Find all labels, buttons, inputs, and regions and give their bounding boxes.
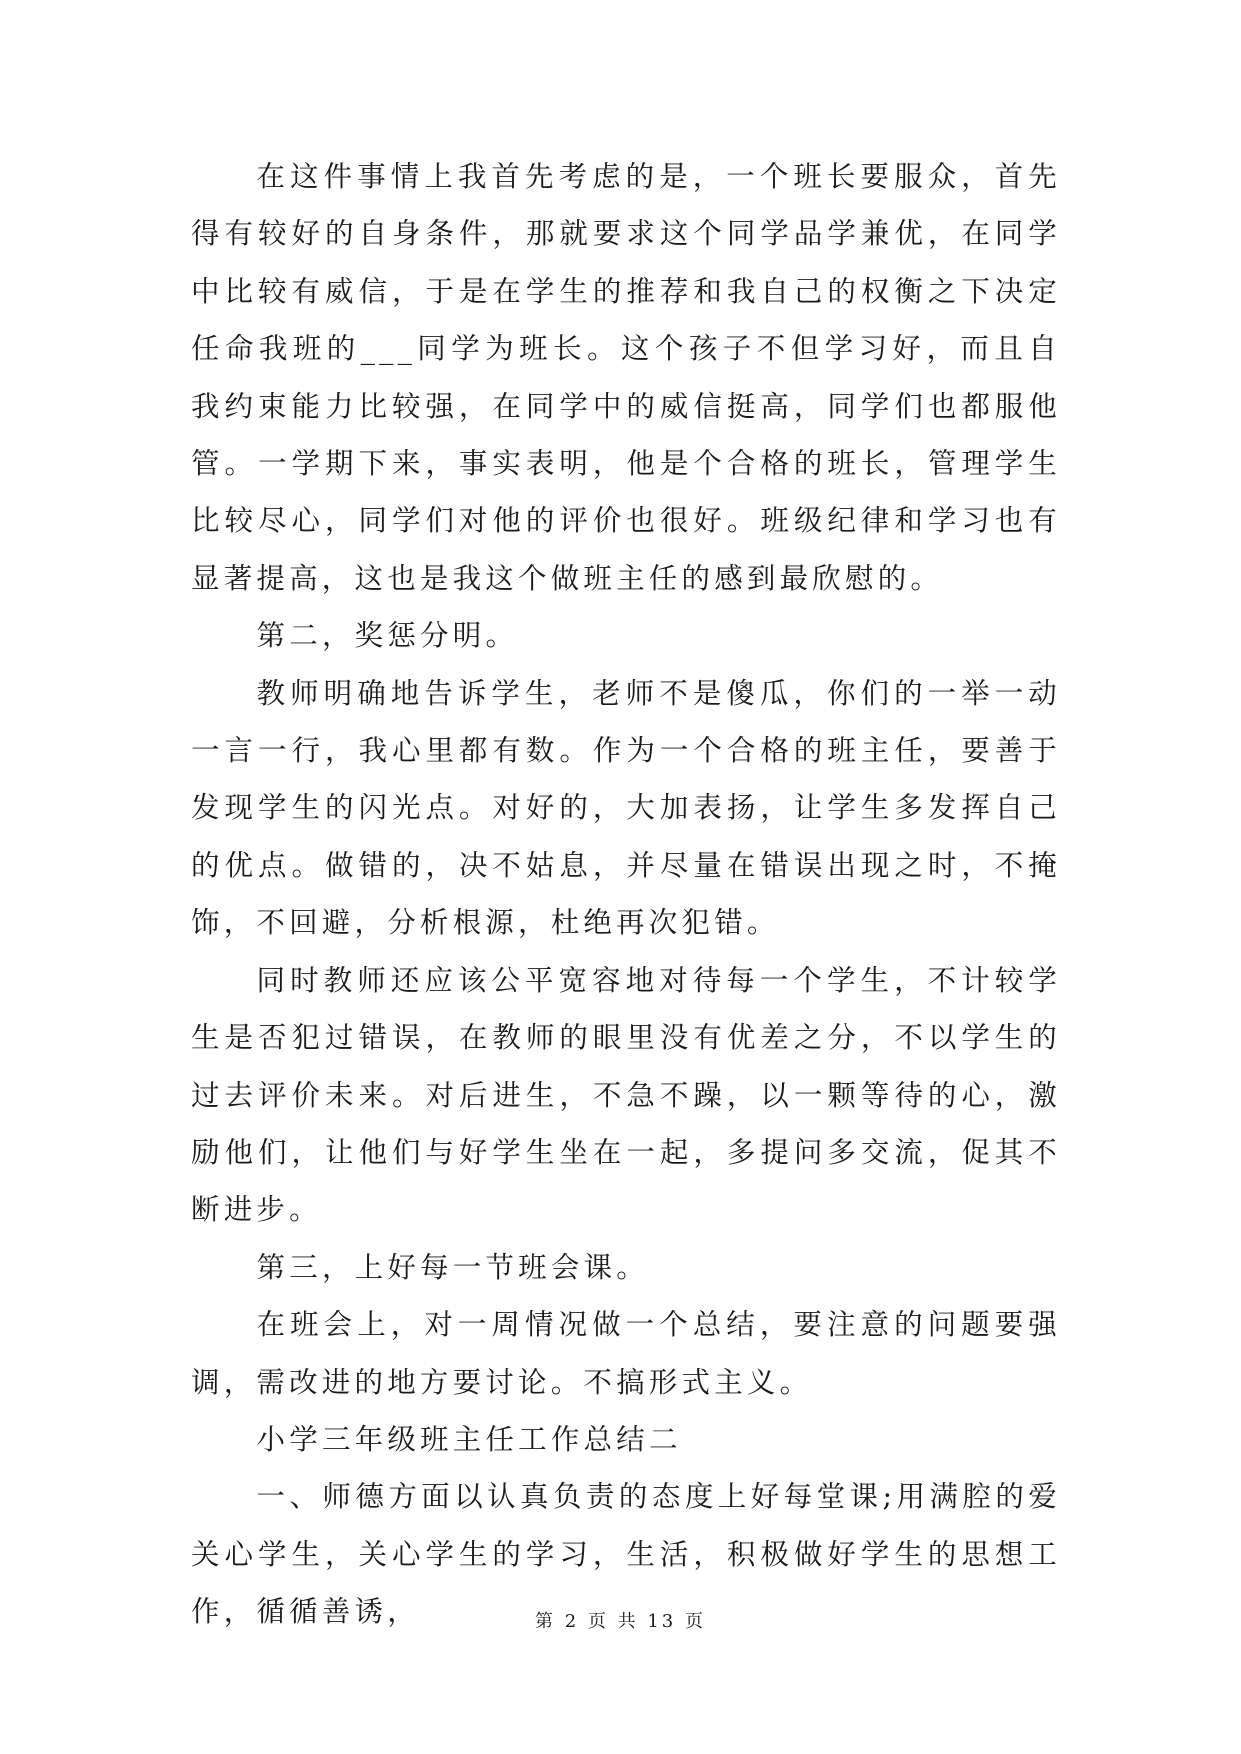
paragraph: 第二，奖惩分明。 bbox=[256, 619, 519, 653]
paragraph: 第三，上好每一节班会课。 bbox=[256, 1250, 649, 1284]
paragraph: 同时教师还应该公平宽容地对待每一个学生，不计较学生是否犯过错误，在教师的眼里没有优差之分，不以学生的过去评价未来。对后进生，不急不躁，以一颗等待的心，激励他们，让他们与好学生坐在一起，多提问多交流，促其不断进步。 bbox=[191, 963, 1061, 1227]
page-number-footer: 第 2 页 共 13 页 bbox=[535, 1611, 706, 1632]
paragraph: 一、师德方面以认真负责的态度上好每堂课;用满腔的爱关心学生，关心学生的学习，生活，积极做好学生的思想工作，循循善诱， bbox=[191, 1480, 1061, 1629]
paragraph: 在班会上，对一周情况做一个总结，要注意的问题要强调，需改进的地方要讨论。不搞形式主义。 bbox=[191, 1308, 1061, 1399]
paragraph: 在这件事情上我首先考虑的是，一个班长要服众，首先得有较好的自身条件，那就要求这个同学品学兼优，在同学中比较有威信，于是在学生的推荐和我自己的权衡之下决定任命我班的___同学为班长。这个孩子不但学习好，而且自我约束能力比较强，在同学中的威信挺高，同学们也都服他管。一学期下来，事实表明，他是个合格的班长，管理学生比较尽心，同学们对他的评价也很好。班级纪律和学习也有显著提高，这也是我这个做班主任的感到最欣慰的。 bbox=[191, 160, 1061, 595]
section-heading: 小学三年级班主任工作总结二 bbox=[256, 1422, 682, 1456]
document-body bbox=[191, 148, 1061, 1641]
paragraph: 教师明确地告诉学生，老师不是傻瓜，你们的一举一动一言一行，我心里都有数。作为一个合格的班主任，要善于发现学生的闪光点。对好的，大加表扬，让学生多发挥自己的优点。做错的，决不姑息，并尽量在错误出现之时，不掩饰，不回避，分析根源，杜绝再次犯错。 bbox=[191, 676, 1061, 940]
